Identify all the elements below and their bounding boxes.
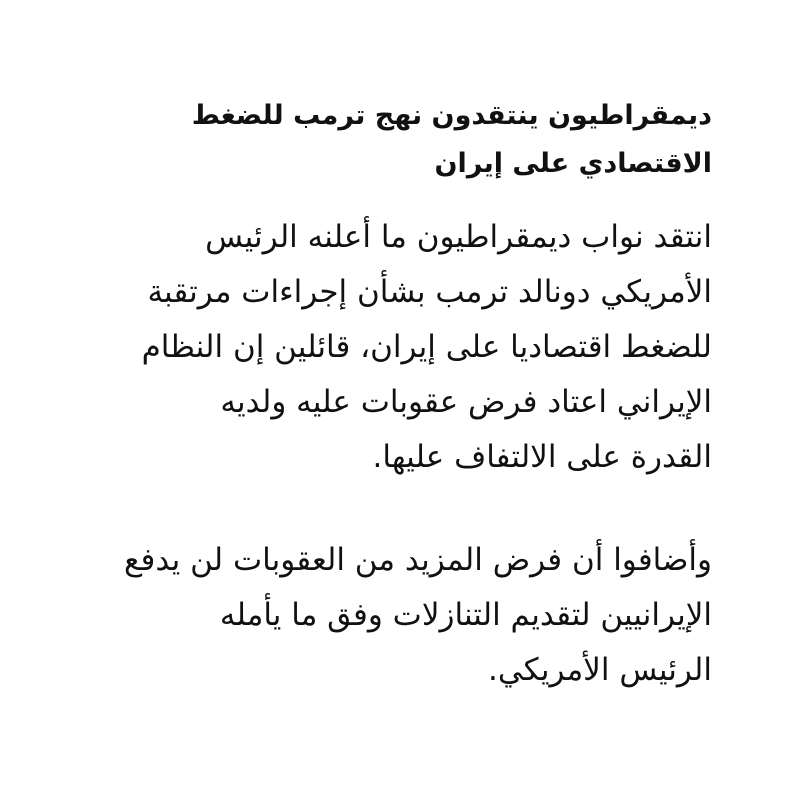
paragraph-2: [72, 533, 712, 698]
headline-line: ديمقراطيون ينتقدون نهج ترمب للضغط: [191, 100, 712, 131]
paragraph-1: [72, 210, 712, 485]
paragraph-line: القدرة على الالتفاف عليها.: [372, 439, 712, 475]
article: [72, 92, 712, 698]
headline-line: الاقتصادي على إيران: [434, 148, 712, 179]
paragraph-line: انتقد نواب ديمقراطيون ما أعلنه الرئيس: [205, 219, 712, 255]
paragraph-line: الإيراني اعتاد فرض عقوبات عليه ولديه: [220, 384, 712, 420]
paragraph-line: الرئيس الأمريكي.: [488, 652, 712, 688]
paragraph-line: الإيرانيين لتقديم التنازلات وفق ما يأمله: [219, 597, 712, 633]
headline: [72, 92, 712, 188]
paragraph-line: الأمريكي دونالد ترمب بشأن إجراءات مرتقبة: [147, 274, 712, 310]
paragraph-line: وأضافوا أن فرض المزيد من العقوبات لن يدفع: [124, 542, 712, 578]
paragraph-line: للضغط اقتصاديا على إيران، قائلين إن النظام: [141, 329, 712, 365]
